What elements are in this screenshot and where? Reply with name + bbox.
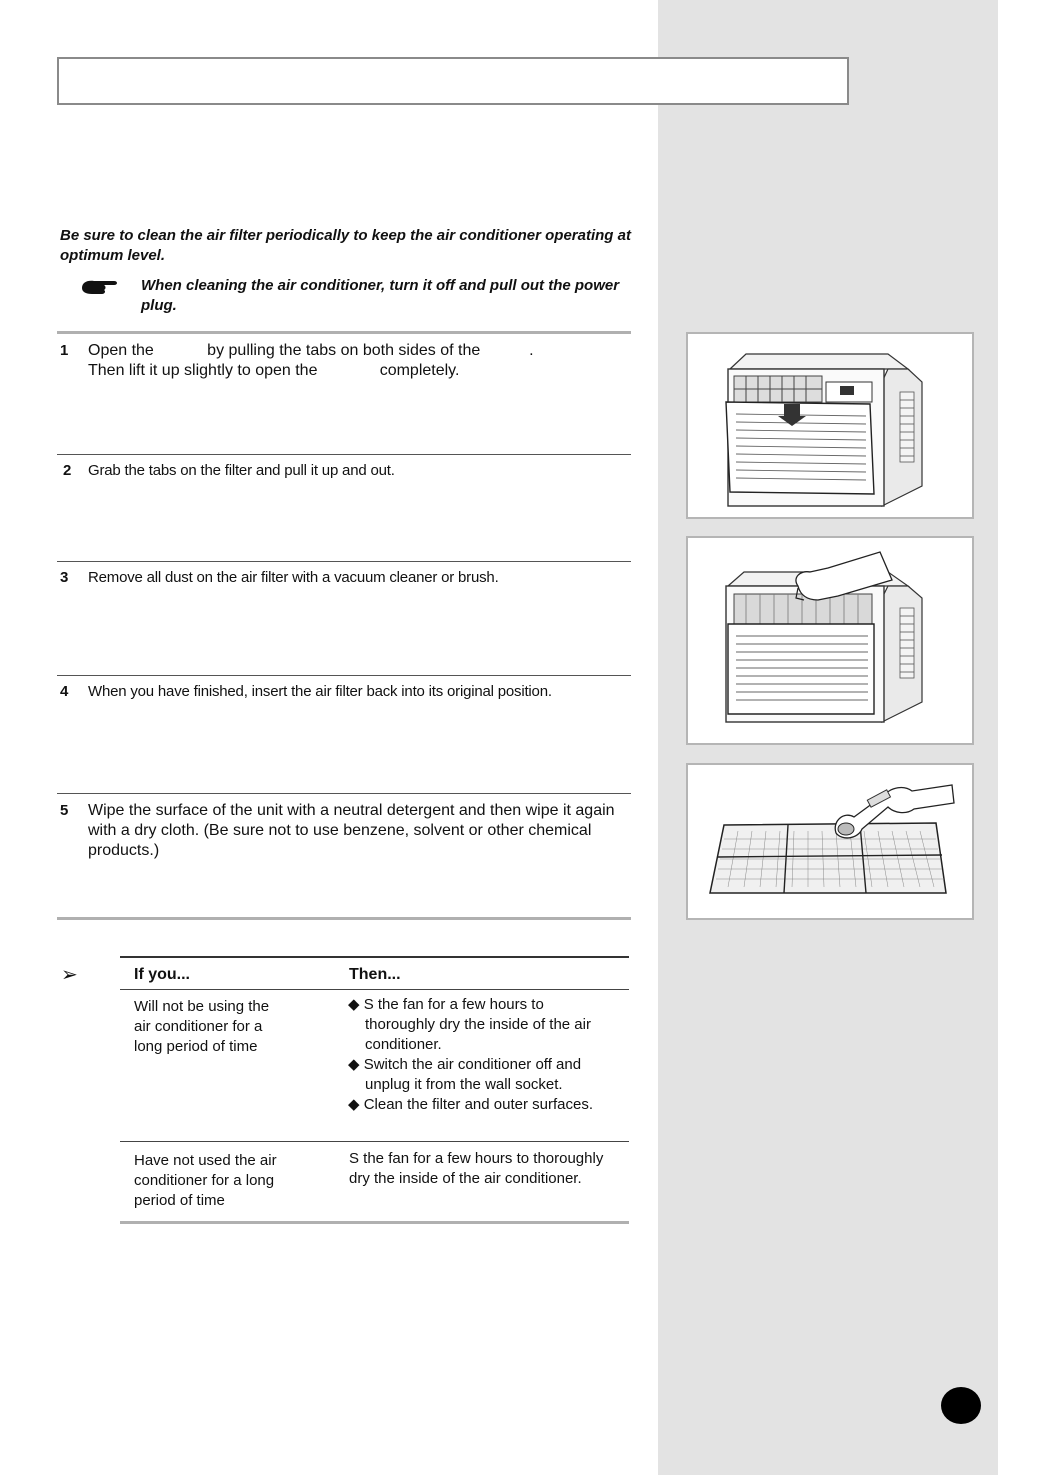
table-cell-actions: S the fan for a few hours to thoroughly dry the inside of the air conditioner. (349, 1150, 604, 1187)
divider (57, 793, 631, 794)
step-number: 4 (60, 683, 69, 700)
safety-note: When cleaning the air conditioner, turn it off and pull out the power plug. (141, 277, 620, 314)
intro-text: Be sure to clean the air filter periodically to keep the air conditioner operating at optimum level. (60, 227, 631, 264)
divider (57, 675, 631, 676)
illustration-open-grille (686, 332, 974, 519)
table-cell-actions (348, 995, 608, 1115)
divider (57, 917, 631, 920)
action-item: ◆ S the fan for a few hours to thoroughly dry the inside of the air conditioner. (348, 996, 591, 1053)
illustration-vacuum-filter (686, 763, 974, 920)
step-text: When you have finished, insert the air filter back into its original position. (88, 683, 552, 700)
divider (57, 454, 631, 455)
step-number: 2 (63, 462, 72, 479)
table-row-rule (120, 1141, 629, 1142)
table-cell-condition: Have not used the air conditioner for a long period of time (134, 1152, 277, 1209)
step-number: 5 (60, 802, 69, 819)
page-title-box (57, 57, 849, 105)
table-header-rule (120, 989, 629, 990)
column-header: If you... (134, 966, 190, 983)
step-text: Wipe the surface of the unit with a neutral detergent and then wipe it again with a dry cloth. (Be sure not to use benzene, solvent or other chemical products.) (88, 802, 615, 859)
divider (57, 561, 631, 562)
table-cell-condition: Will not be using the air conditioner for a long period of time (134, 998, 270, 1055)
action-item: ◆ Switch the air conditioner off and unplug it from the wall socket. (348, 1056, 582, 1093)
step-number: 3 (60, 569, 69, 586)
illustration-remove-filter (686, 536, 974, 745)
divider (57, 331, 631, 334)
step-text: Grab the tabs on the filter and pull it up and out. (88, 462, 395, 479)
table-bottom-rule (120, 1221, 629, 1224)
action-item: ◆ Clean the filter and outer surfaces. (348, 1096, 593, 1113)
table-top-rule (120, 956, 629, 958)
page-number-dot (941, 1387, 981, 1424)
pointing-hand-icon (80, 276, 120, 298)
step-number: 1 (60, 342, 69, 359)
step-text: Remove all dust on the air filter with a vacuum cleaner or brush. (88, 569, 499, 586)
column-header: Then... (349, 966, 401, 983)
arrowhead-icon: ➢ (61, 964, 78, 986)
step-text: Open the by pulling the tabs on both sides of the . Then lift it up slightly to open the completely. (88, 342, 534, 379)
